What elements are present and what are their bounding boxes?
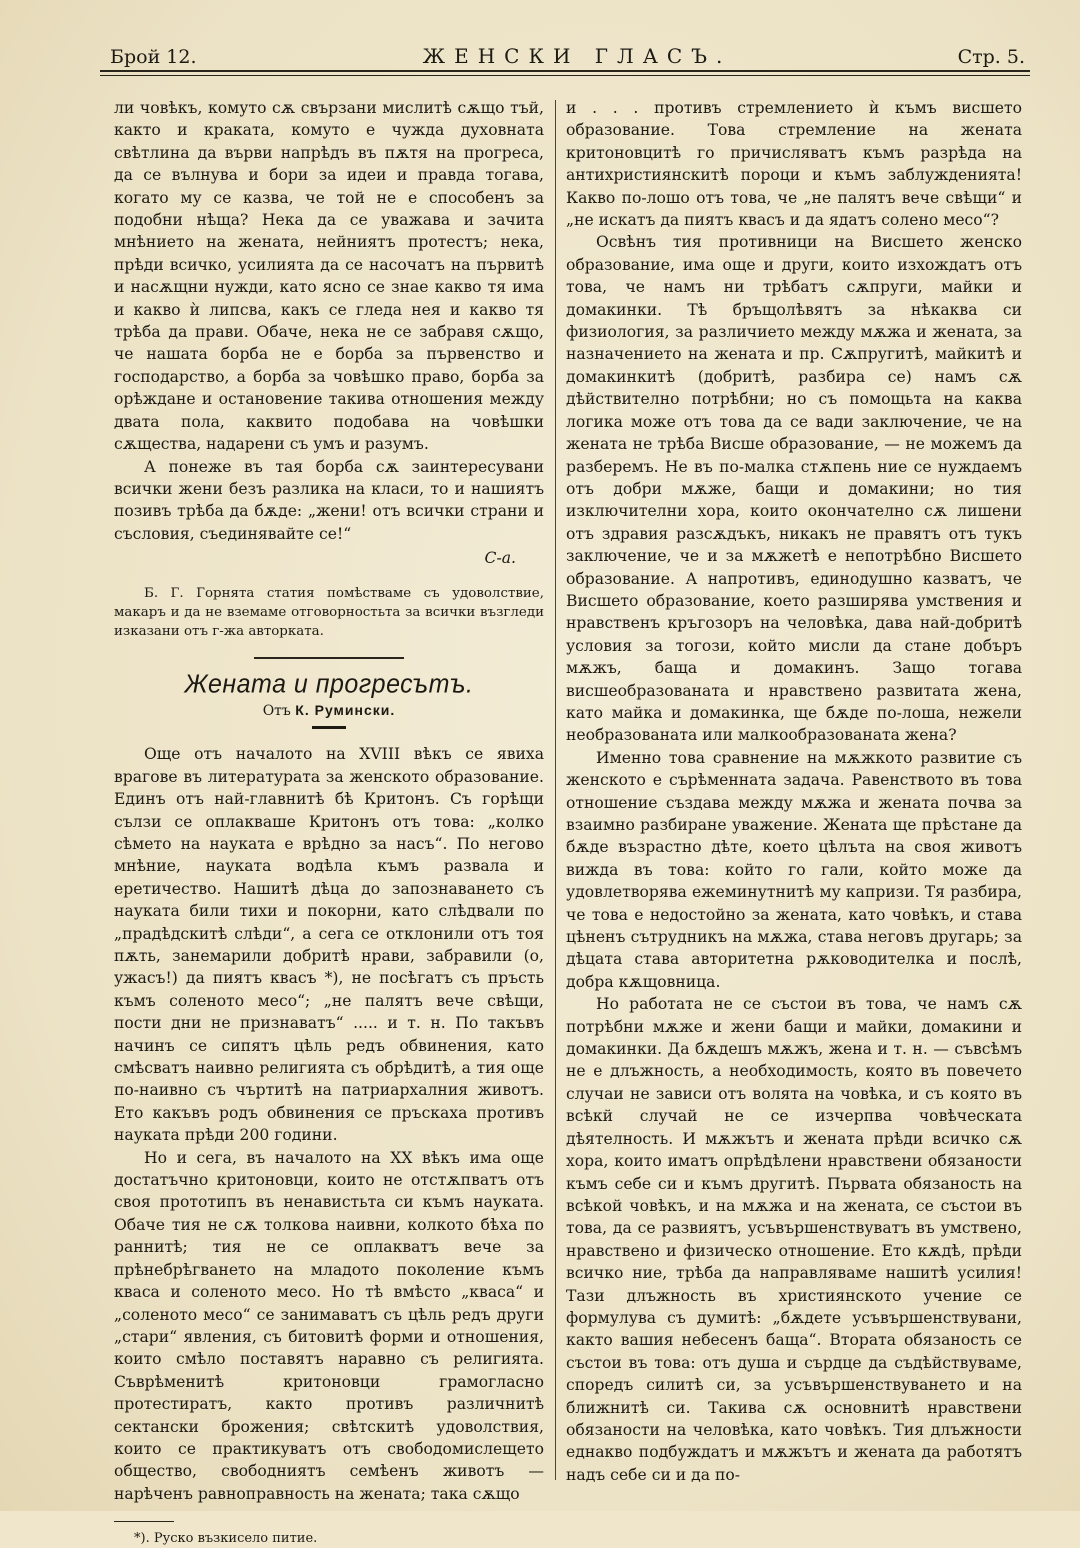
title-dash <box>312 726 346 729</box>
article-title: Жената и прогресътъ. <box>184 668 474 699</box>
paragraph: Но работата не се състои въ това, че намъ сѫ потрѣбни мѫже и жени бащи и майки, домакини и домакинки. Да бѫдешъ мѫжъ, жена и т. н. — съвсѣмъ не е длъжность, а необходимость, която въ повечето случаи не зависи отъ волята на човѣка, и съ която въ всѣкй случай не се изчерпва човѣческата дѣятелность. И мѫжътъ и жената прѣди всичко сѫ хора, които иматъ опрѣдѣлени нравствени обязаности къмъ себе си и къмъ другитѣ. Първата обязаность на всѣкой човѣкъ, и на мѫжа и на жената, се състои въ това, да се развиятъ, усъвършенствуватъ въ умствено, нравствено и физическо отношение. Ето кѫдѣ, прѣди всичко ние, трѣба да направляваме нашитѣ усилия! Тази длъжность въ християнското учение се формулува съ думитѣ: „бѫдете усъвършенствувани, както вашия небесенъ баща“. Втората обязаность се състои въ това: отъ душа и сърдце да съдѣйствуваме, споредъ силитѣ си, за усъвършенствуването и на ближнитѣ си. Такива сѫ основнитѣ нравствени обязаности на человѣка, като човѣкъ. Тия длъжности еднакво подбуждатъ и мѫжътъ и жената да работятъ надъ себе си и да по- <box>566 995 1022 1484</box>
paragraph: Освѣнъ тия противници на Висшето женско образование, има още и други, които изхождатъ отъ това, че намъ ни трѣбатъ сѫпруги, майки и домакинки. Тѣ бръщолѣвятъ за нѣкаква си физиология, за различието между мѫжа и жената, за назначението на жената и пр. Сѫпругитѣ, майкитѣ и домакинкитѣ (добритѣ, разбира се) намъ сѫ дѣйствително потрѣбни; но съ помощьта на каква логика може отъ това да се вади заключение, че на жената не трѣба Висше образование, — не можемъ да разберемъ. Не въ по-малка стѫпень ние се нуждаемъ отъ добри мѫже, бащи и домакини; но тия изключителни хора, които окончателно сѫ лишени отъ здравия разсѫдъкъ, никакъ не правятъ отъ тукъ заключение, че и за мѫжетѣ е непотрѣбно Висшето образование. А напротивъ, единодушно казватъ, че Висшето образование, което разширява умствения и нравственъ кръгозоръ на человѣка, дава най-добритѣ условия за тогози, който мисли да стане добъръ мѫжъ, баща и домакинъ. Защо тогава висшеобразованата и нравствено развитата жена, като майка и домакинка, ще бѫде по-лоша, нежели необразованата или малкообразованата жена? <box>566 233 1022 745</box>
paragraph: Но и сега, въ началото на XX вѣкъ има още достатъчно критоновци, които не отстѫпватъ отъ своя прототипъ въ ненавистьта си къмъ науката. Обаче тия не сѫ толкова наивни, колкото бѣха по раннитѣ; тия не се оплакватъ вече за прѣнебрѣгването на младото поколение къмъ кваса и соленото месо. Но тѣ вмѣсто „кваса“ и „соленото месо“ се занимаватъ съ цѣль редъ други „стари“ явления, съ битовитѣ форми и отношения, които смѣло поставятъ наравно съ религията. Съврѣменитѣ критоновци грамогласно протестиратъ, както противъ различнитѣ сектански брожения; свѣтскитѣ удоволствия, които се практикуватъ отъ свободомислещето общество, свободниятъ семѣенъ животъ — нарѣченъ равноправность на жената; така сѫщо <box>114 1148 544 1503</box>
paragraph: ли човѣкъ, комуто сѫ свързани мислитѣ сѫщо тъй, както и краката, комуто е чужда духовната свѣтлина да върви напрѣдъ въ пѫтя на прогреса, да се вълнува и бори за идеи и правда тогава, когато му се казва, че той не е способенъ за подобни нѣща? Нека да се уважава и зачита мнѣнието на жената, нейниятъ протестъ; нека, прѣди всичко, усилията да се насочатъ на първитѣ и насѫщни нужди, като ясно се знае какво тя има и какво ѝ липсва, какъ се гледа нея и какво тя трѣба да прави. Обаче, нека не се забравя сѫщо, че нашата борба не е борба за първенство и господарство, а борба за човѣшко право, борба за орѣждане и остановение такива отношения между двата пола, каквито подобава на човѣшки сѫщества, надарени съ умъ и разумъ. <box>114 99 544 454</box>
issue-number: Брой 12. <box>110 46 197 68</box>
footnote-rule <box>114 1521 174 1522</box>
header-rule <box>100 70 1030 72</box>
paragraph: А понеже въ тая борба сѫ заинтересувани всички жени безъ разлика на класи, то и нашиятъ позивъ трѣба да бѫде: „жени! отъ всички страни и съсловия, съединявайте се!“ <box>114 457 544 543</box>
left-column <box>114 97 544 1548</box>
right-column <box>566 97 1022 1486</box>
byline-prefix: Отъ <box>262 702 291 719</box>
editor-note: Б. Г. Горнята статия помѣстваме съ удоволствие, макаръ и да не вземаме отговорностьта за всички възгледи изказани отъ г-жа авторката. <box>114 585 544 639</box>
author-name: К. Румински. <box>295 701 396 718</box>
footnote: *). Руско възкисело питие. <box>134 1531 318 1547</box>
column-divider <box>555 100 556 1480</box>
paragraph: Именно това сравнение на мѫжкото развитие съ женското е сърѣменната задача. Равенството въ това отношение създава между мѫжа и жената почва за взаимно разбиране уважение. Жената ще прѣстане да бѫде възрастно дѣте, което цѣлъта на своя животъ вижда въ това: който го гали, който може да удовлетворява ежеминутнитѣ му капризи. Тя разбира, че това е недостойно за жената, като човѣкъ, и става цѣненъ сътрудникъ на мѫжа, става неговъ другарь; за дѣцата става авторитетна рѫководителка и послѣ, добра кѫщовница. <box>566 748 1022 991</box>
newspaper-title: ЖЕНСКИ ГЛАСЪ. <box>422 44 732 68</box>
page-number: Стр. 5. <box>957 46 1025 68</box>
header-rule-thin <box>100 75 1030 76</box>
paragraph: и . . . противъ стремлението ѝ къмъ висшето образование. Това стремление на жената критоновцитѣ го причисляватъ къмъ разрѣда на антихристиянскитѣ пороци и къмъ заблужденията! Какво по-лошо отъ това, че „не палятъ вече свѣщи“ и „не искатъ да пиятъ квасъ и да ядатъ солено месо“? <box>566 99 1022 230</box>
byline <box>114 699 544 722</box>
paragraph: Още отъ началото на XVIII вѣкъ се явиха врагове въ литературата за женското образование. Единъ отъ най-главнитѣ бѣ Критонъ. Съ горѣщи сълзи се оплакваше Критонъ отъ това: „колко сѣмето на науката е врѣдно за насъ“. По негово мнѣние, науката водѣла къмъ развала и еретичество. Нашитѣ дѣца до запознаването съ науката били тихи и покорни, като слѣдвали по „прадѣдскитѣ слѣди“, а сега се отклонили отъ тоя пѫть, занемарили добритѣ нрави, забравили (о, ужасъ!) да пиятъ квасъ *), не посѣгатъ съ пръсть къмъ соленото месо“; „не палятъ вече свѣщи, пости дни не признаватъ“ ..... и т. н. По такъвъ начинъ се сипятъ цѣль редъ обвинения, като смѣсватъ наивно религията съ обрѣдитѣ, а тия още по-наивно съ чъртитѣ на патриархалния животъ. Ето какъвъ родъ обвинения се пръскаха противъ науката прѣди 200 години. <box>114 745 544 1145</box>
page-header <box>110 44 1025 70</box>
signature: С-а. <box>484 549 516 568</box>
section-separator <box>254 657 404 659</box>
